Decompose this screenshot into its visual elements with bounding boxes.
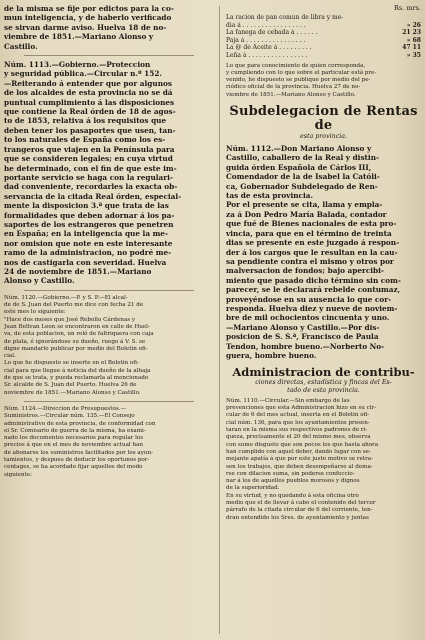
text-line: Sr. alcalde de S. Juan del Puerto. Huelva 26 de: [4, 382, 137, 389]
price-table: [226, 14, 421, 60]
text-line: parecer, se le declarará rebelde contumaz,: [226, 285, 401, 295]
text-line: Por el presente se cita, llama y empla-: [226, 200, 383, 210]
price-value: » 35: [406, 51, 421, 59]
price-row: [226, 37, 421, 45]
price-label: La @ de Aceite á . . . . . . . . .: [226, 44, 312, 52]
price-value: 47 11: [402, 44, 421, 52]
separator: [24, 401, 194, 402]
text-line: Núm. 1113.—Gobierno.—Proteccion: [4, 60, 151, 70]
text-line: digne mandarlo publicar por medio del Boletin ofi-: [4, 345, 148, 352]
price-row: [226, 14, 421, 22]
text-line: deben tener los pasaportes que usen, tan-: [4, 125, 176, 135]
notice-1112: [226, 144, 421, 360]
text-line: dias se presente en este juzgado á respon-: [226, 238, 400, 248]
text-line: to de 1853, relativa á los requisitos que: [4, 116, 167, 126]
text-line: cial para que llegue á noticia del dueño de la alhaja: [4, 367, 151, 374]
text-line: Castillo, caballero de la Real y distin-: [226, 153, 380, 163]
text-line: rse con dilacion suma, sin poderse confeccio-: [226, 470, 355, 477]
separator: [24, 55, 194, 56]
separator: [24, 290, 194, 291]
text-line: mejante apatía á que por este justo motivo se retra-: [226, 456, 374, 463]
price-label: La fanega de cebada á . . . . . .: [226, 29, 318, 37]
column-divider: [219, 6, 220, 634]
text-line: sa pendiente contra el mismo y otros por: [226, 256, 394, 266]
text-line: —Reiterando á entender que por algunos: [4, 78, 172, 88]
text-line: Castillo.: [4, 41, 38, 51]
text-line: prevenciones que esta Administracion hizo en su cir-: [226, 405, 377, 412]
right-column: [226, 4, 421, 636]
text-line: este mes lo siguiente:: [4, 309, 66, 316]
text-line: viembre de 1851.—Mariano Alonso y Castillo.: [226, 91, 356, 98]
text-line: queza, precisamente el 20 del mismo mes, observa: [226, 434, 371, 441]
text-line: párrafo de la citada circular de 6 del corriente, ten-: [226, 507, 373, 514]
text-line: Núm. 1120.—Gobierno.—P. y S. P.—El alcal-: [4, 294, 128, 301]
text-line: cular de 6 del mes actual, inserta en el Boletin ofi-: [226, 412, 370, 419]
notice-1110: [226, 398, 421, 522]
text-line: noviembre de 1851.—Mariano Alonso y Castillo.: [4, 389, 141, 396]
text-line: de la misma se fije por edictos para la co-: [4, 4, 174, 13]
text-line: han cumplido con aquel deber, dando lugar con se-: [226, 448, 371, 455]
notice-1113: [4, 60, 214, 286]
text-line: con sumo disgusto que son pocos los que hasta ahora: [226, 441, 379, 448]
price-row: [226, 29, 421, 37]
text-line: malversacion de fondos; bajo apercibi-: [226, 266, 384, 276]
text-line: Suministros.—Circular núm. 135.—El Consejo: [4, 413, 135, 420]
text-line: vincia, para que en el término de treinta: [226, 228, 392, 238]
text-line: dad conveniente, recordarles la exacta ob-: [4, 182, 178, 192]
prices-note: [226, 63, 421, 99]
text-line: trangeros que viajen en la Península para: [4, 144, 175, 154]
text-line: dran entendido los Sres. de ayuntamiento y juntas: [226, 514, 369, 521]
text-line: centages, se ha acordado fijar aquellos del modo: [4, 464, 143, 471]
text-line: ca, Gobernador Subdelegado de Ren-: [226, 181, 378, 191]
price-label: Leña á . . . . . . . . . . . . . . . .: [226, 51, 308, 59]
text-line: mun inteligencia, y de haberlo verificado: [4, 13, 172, 23]
text-line: saportes de los estrangeros que penetren: [4, 219, 174, 229]
price-value: » 26: [406, 21, 421, 29]
text-line: medio que el de llevar á cabo el contenido del tercer: [226, 500, 376, 507]
price-label: dia á . . . . . . . . . . . . . . . . .: [226, 21, 306, 29]
text-line: de que se trata, y pueda reclamarla al mencionado: [4, 375, 149, 382]
text-line: miento que pasado dicho término sin com-: [226, 275, 401, 285]
text-line: que se consideren legales; en cuya virtud: [4, 154, 173, 164]
price-row: [226, 22, 421, 30]
text-line: he determinado, con el fin de que este im-: [4, 163, 177, 173]
section-subtitle-rentas: esta provincia.: [300, 133, 347, 141]
text-line: nor omision que note en este interesante: [4, 238, 173, 248]
text-line: proveyéndose en su ausencia lo que cor-: [226, 294, 392, 304]
text-line: tado de esta provincia.: [287, 386, 360, 394]
text-line: posicion de S. S.ª, Francisco de Paula: [226, 332, 379, 342]
text-line: riódico oficial de la provincia. Huelva 27 de no-: [226, 84, 361, 91]
text-line: taran en la misma sus respectivos padrones de ri-: [226, 427, 368, 434]
text-line: En su virtud, y no quedando á esta oficina otro: [226, 492, 359, 499]
text-line: cial núm. 136, para que los ayuntamientos presen-: [226, 419, 370, 426]
text-line: servancia de la citada Real órden, especial-: [4, 191, 182, 201]
text-line: nado los documentos necesarios para regular los: [4, 435, 144, 442]
text-line: Núm. 1110.—Circular.—Sin embargo de las: [226, 397, 350, 404]
price-row: [226, 52, 421, 60]
text-line: ramo de la administracion, no podré me-: [4, 248, 172, 258]
text-line: de la superioridad.: [226, 485, 280, 492]
text-line: Núm. 1124.—Direccion de Presupuestos.—: [4, 405, 127, 412]
price-header-label: Rs. mrs.: [393, 4, 421, 12]
text-line: se sirvan darme aviso. Huelva 18 de no-: [4, 22, 167, 32]
left-column: [4, 4, 214, 636]
text-line: formalidades que deben adornar á los pa-: [4, 210, 175, 220]
text-line: 24 de noviembre de 1851.—Mariano: [4, 266, 152, 276]
text-line: de los alcaldes de esta provincia no se dá: [4, 88, 173, 98]
text-line: mente la disposicion 3.ª que trata de las: [4, 201, 169, 211]
text-line: sen los trabajos, que deben desempeñarse al dema-: [226, 463, 373, 470]
price-header: [226, 4, 421, 12]
text-line: Juan Beltran Leon se encontraron en calle de Huel-: [4, 323, 150, 330]
text-line: tas de esta provincia.: [226, 191, 314, 201]
price-value: 21 23: [402, 29, 421, 37]
text-line: venido, he dispuesto se publique por medio del pe-: [226, 77, 371, 84]
text-line: administrativo de esta provincia, de conformidad con: [4, 420, 156, 427]
text-line: Núm. 1112.—Don Mariano Alonso y: [226, 144, 372, 154]
text-line: guida órden Española de Cárlos III,: [226, 162, 372, 172]
text-line: "Hace dos meses que José Rebollo Cárdenas y: [4, 316, 136, 323]
text-line: de plata, é ignorándose su dueño, ruego á V. S. se: [4, 338, 146, 345]
text-line: y seguridad pública.—Circular n.º 152.: [4, 69, 162, 79]
price-label: La racion de pan comun de libra y me-: [226, 14, 344, 21]
text-line: de de S. Juan del Puerto me dice con fecha 21 de: [4, 302, 144, 309]
text-line: viembre de 1851.—Mariano Alonso y: [4, 32, 154, 42]
text-line: precios á que en el mes de noviembre actual han: [4, 442, 144, 449]
text-line: que contiene la Real órden de 18 de agos-: [4, 107, 176, 117]
text-line: za á Don Pedro María Balada, contador: [226, 209, 387, 219]
text-line: el Sr. Comisario de guerra de la misma, ha exami-: [4, 427, 146, 434]
text-line: Lo que para conocimiento de quien corresponda,: [226, 62, 366, 69]
text-line: to los naturales de España como los es-: [4, 135, 166, 145]
text-line: en España; en la inteligencia que la me-: [4, 229, 168, 239]
text-line: responda. Huelva diez y nueve de noviem-: [226, 303, 398, 313]
text-line: cial.: [4, 353, 16, 360]
text-line: Alonso y Castillo.: [4, 276, 75, 286]
text-line: guera, hombre bueno.: [226, 350, 317, 360]
text-line: tamientos, y despues de deducir los oportunos por-: [4, 457, 150, 464]
notice-1124: [4, 406, 214, 479]
notice-1120: [4, 295, 214, 397]
text-line: bre de mil ochocientos cincuenta y uno.: [226, 313, 390, 323]
text-line: Lo que he dispuesto se inserte en el Boletin ofi-: [4, 360, 139, 367]
text-line: y cumpliendo con lo que sobre el particular está pre-: [226, 69, 377, 76]
text-line: Tendon, hombre bueno.—Norberto No-: [226, 341, 385, 351]
text-line: portante servicio se haga con la regulari-: [4, 172, 173, 182]
text-line: que fué de Bienes nacionales de esta pro-: [226, 219, 397, 229]
text-line: siguiente:: [4, 471, 32, 478]
text-line: Comendador de la de Isabel la Católi-: [226, 172, 380, 182]
text-line: —Mariano Alonso y Castillo.—Por dis-: [226, 322, 380, 332]
section-title-administracion: Administracion de contribu-: [232, 365, 415, 380]
price-row: [226, 44, 421, 52]
text-line: va, de esta poblacion, un reló de faltriquera con caja: [4, 331, 154, 338]
price-value: [399, 14, 421, 22]
section-subtitle-administracion: [226, 379, 421, 395]
text-line: nar á los de aquellos pueblos morosos y dignos: [226, 478, 360, 485]
text-line: ciones directas, estadística y fincas del Es-: [255, 378, 392, 386]
price-value: » 68: [406, 36, 421, 44]
text-line: der á los cargos que le resultan en la cau-: [226, 247, 398, 257]
text-line: puntual cumplimiento á las disposiciones: [4, 97, 175, 107]
text-line: nos de castigarla con severidad. Huelva: [4, 257, 167, 267]
section-title-rentas: Subdelegacion de Rentas de: [229, 104, 418, 134]
intro-paragraph: [4, 4, 214, 51]
price-label: Paja á . . . . . . . . . . . . . . . .: [226, 36, 306, 44]
text-line: de abonarse los suministros facilitados por los ayun-: [4, 449, 153, 456]
